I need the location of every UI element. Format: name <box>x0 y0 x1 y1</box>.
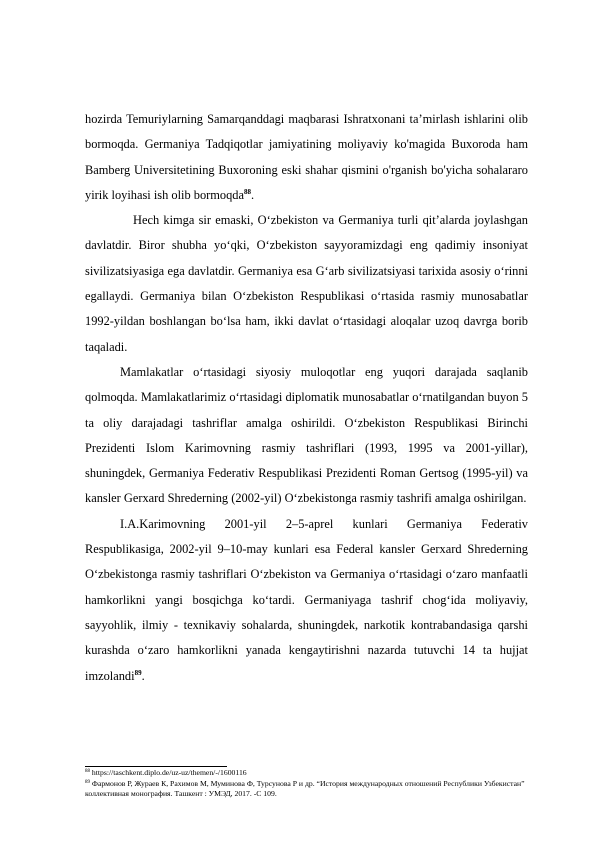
paragraph-1 <box>85 107 528 208</box>
footnote-ref-88[interactable]: 88 <box>244 187 252 196</box>
footnote-88 <box>85 768 528 779</box>
footnote-number: 89 <box>85 779 90 785</box>
footnote-ref-89[interactable]: 89 <box>134 668 142 677</box>
footnote-separator <box>85 766 227 767</box>
footnote-link[interactable]: https://taschkent.diplo.de/uz-uz/themen/-/1600116 <box>91 768 247 777</box>
paragraph-3: Mamlakatlar o‘rtasidagi siyosiy muloqotlar eng yuqori darajada saqlanib qolmoqda. Mamlakatlarimiz o‘rtasidagi diplomatik munosabatlar o‘rnatilgandan buyon 5 ta oliy darajadagi tashriflar amalga oshirildi. O‘zbekiston Respublikasi Birinchi Prezidenti Islom Karimovning rasmiy tashriflari (1993, 1995 va 2001-yillar), shuningdek, Germaniya Federativ Respublikasi Prezidenti Roman Gertsog (1995-yil) va kansler Gerxard Shrederning (2002-yil) O‘zbekistonga rasmiy tashrifi amalga oshirilgan. <box>85 364 528 506</box>
footnote-text: Фармонов Р, Жураев К, Рахимов М, Муминова Ф, Турсунова Р и др. “История международных отношений Республики Узбекистан” коллективная монография. Ташкент : УМЭД, 2017. -С 109. <box>85 778 525 799</box>
footnote-number: 88 <box>85 769 90 774</box>
body-text <box>85 107 528 689</box>
paragraph-4-text: I.A.Karimovning 2001-yil 2–5-aprel kunlari Germaniya Federativ Respublikasiga, 2002-yil 9–10-may kunlari esa Federal kansler Gerxard Shrederning O‘zbekistonga rasmiy tashriflari O‘zbekiston va Germaniya o‘rtasidagi o‘zaro manfaatli hamkorlikni yangi bosqichga ko‘tardi. Germaniyaga tashrif chog‘ida moliyaviy, sayyohlik, ilmiy - texnikaviy sohalarda, shuningdek, narkotik kontrabandasiga qarshi kurashda o‘zaro hamkorlikni yanada kengaytirishni nazarda tutuvchi 14 ta hujjat imzolandi <box>85 516 528 683</box>
footnote-89 <box>85 779 528 800</box>
paragraph-1-text: hozirda Temuriylarning Samarqanddagi maqbarasi Ishratxonani ta’mirlash ishlarini olib bormoqda. Germaniya Tadqiqotlar jamiyatining moliyaviy ko'magida Buxoroda ham Bamberg Universitetining Buxoroning eski shahar qismini o'rganish bo'yicha sohalararo yirik loyihasi ish olib bormoqda <box>85 112 528 202</box>
footnotes <box>85 768 528 800</box>
paragraph-2: Hech kimga sir emaski, O‘zbekiston va Germaniya turli qit’alarda joylashgan davlatdir. Biror shubha yo‘qki, O‘zbekiston sayyoramizdagi eng qadimiy insoniyat sivilizatsiyasiga ega davlatdir. Germaniya esa G‘arb sivilizatsiyasi tarixida asosiy o‘rinni egallaydi. Germaniya bilan O‘zbekiston Respublikasi o‘rtasida rasmiy munosabatlar 1992-yildan boshlangan bo‘lsa ham, ikki davlat o‘rtasidagi aloqalar uzoq davrga borib taqaladi. <box>85 213 528 354</box>
paragraph-1-end: . <box>251 187 255 202</box>
paragraph-4-end: . <box>141 668 145 683</box>
paragraph-4 <box>85 512 528 689</box>
